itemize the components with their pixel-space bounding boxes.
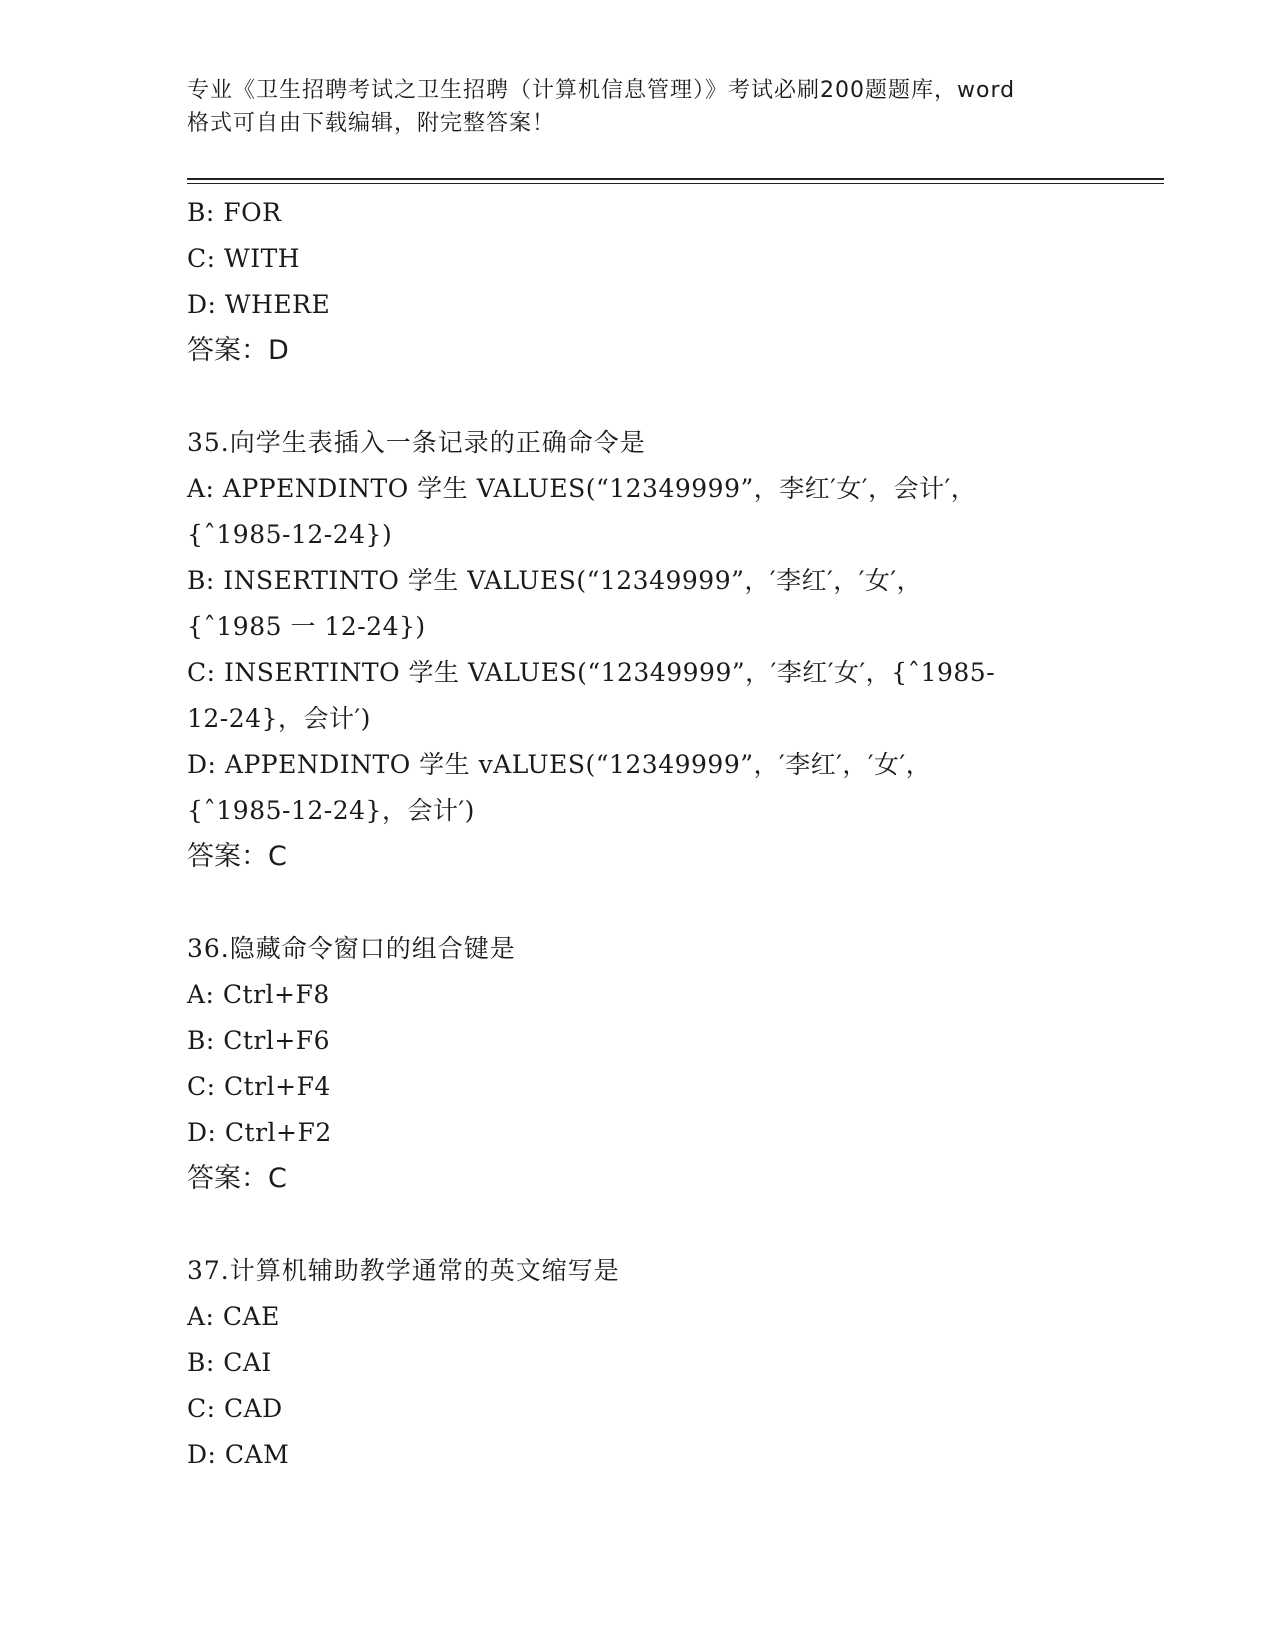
header-divider-bottom <box>187 183 1164 184</box>
q35-line-6: 12-24}，会计′) <box>187 704 371 733</box>
q35-answer: 答案：C <box>187 841 287 872</box>
q37-option-b: B: CAI <box>187 1348 272 1377</box>
q36-answer: 答案：C <box>187 1163 287 1194</box>
q37-option-d: D: CAM <box>187 1440 290 1469</box>
q34-option-b: B: FOR <box>187 198 282 227</box>
header-divider-top <box>187 178 1164 180</box>
q37-question: 37.计算机辅助教学通常的英文缩写是 <box>187 1256 620 1285</box>
spacer <box>187 880 1087 926</box>
q34-option-c: C: WITH <box>187 244 301 273</box>
q34-option-d: D: WHERE <box>187 290 331 319</box>
document-body <box>187 190 1087 1478</box>
q34-answer: 答案：D <box>187 335 289 366</box>
spacer <box>187 374 1087 420</box>
q35-question: 35.向学生表插入一条记录的正确命令是 <box>187 428 646 457</box>
q35-line-5: C: INSERTINTO 学生 VALUES(“12349999”，′李红′女′，{ˆ1985- <box>187 658 996 687</box>
q35-line-2: {ˆ1985-12-24}) <box>187 520 393 549</box>
q35-line-7: D: APPENDINTO 学生 vALUES(“12349999”，′李红′，′女′， <box>187 750 932 779</box>
q36-option-c: C: Ctrl+F4 <box>187 1072 331 1101</box>
q35-line-8: {ˆ1985-12-24}，会计′) <box>187 796 475 825</box>
q36-option-a: A: Ctrl+F8 <box>187 980 330 1009</box>
q35-line-3: B: INSERTINTO 学生 VALUES(“12349999”，′李红′，′女′， <box>187 566 923 595</box>
header-title-line-1: 专业《卫生招聘考试之卫生招聘（计算机信息管理）》考试必刷200题题库，word <box>187 78 1016 103</box>
q35-line-4: {ˆ1985 一 12-24}) <box>187 612 426 641</box>
q36-question: 36.隐藏命令窗口的组合键是 <box>187 934 516 963</box>
q37-option-a: A: CAE <box>187 1302 280 1331</box>
q36-option-d: D: Ctrl+F2 <box>187 1118 332 1147</box>
header-title-line-2: 格式可自由下载编辑，附完整答案！ <box>187 111 556 136</box>
q36-option-b: B: Ctrl+F6 <box>187 1026 331 1055</box>
q37-option-c: C: CAD <box>187 1394 283 1423</box>
spacer <box>187 1202 1087 1248</box>
q35-line-1: A: APPENDINTO 学生 VALUES(“12349999”，李红′女′，会计′， <box>187 474 977 503</box>
document-header <box>187 74 1087 140</box>
